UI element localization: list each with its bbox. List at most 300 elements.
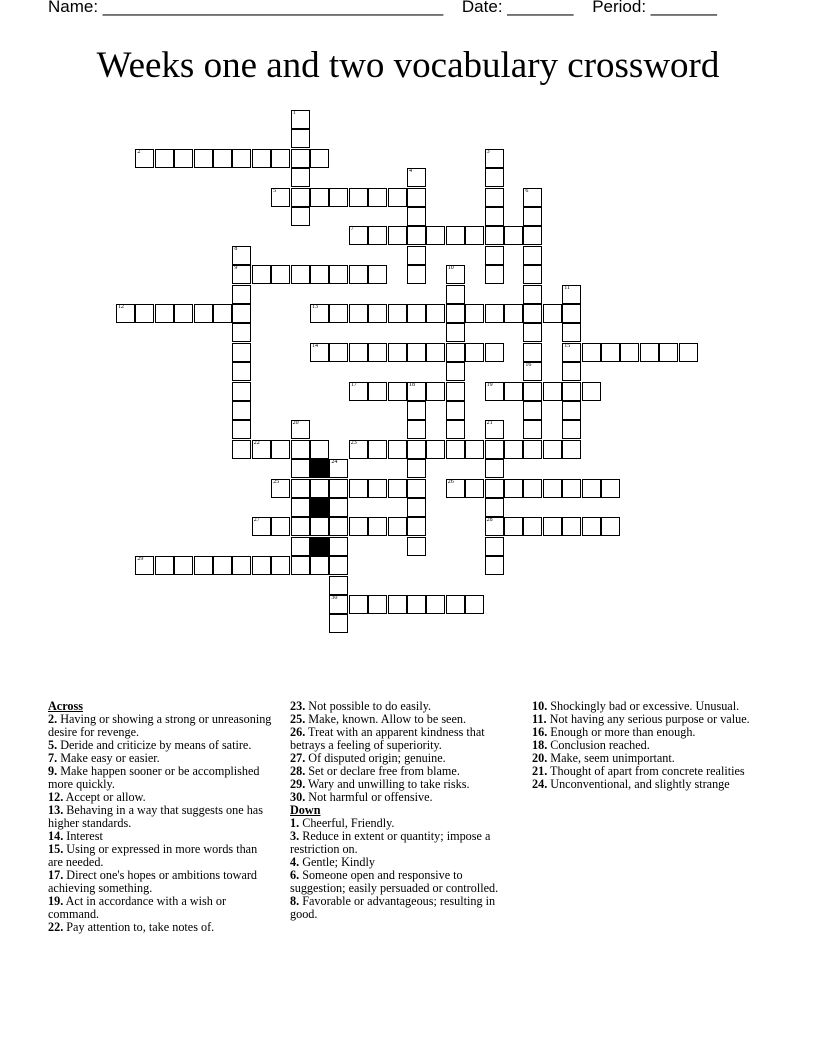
crossword-cell[interactable] [523,246,542,265]
crossword-cell[interactable] [523,440,542,459]
crossword-cell[interactable] [291,265,310,284]
crossword-cell[interactable] [271,556,290,575]
crossword-cell[interactable] [155,149,174,168]
clue-number: 5. [48,738,58,752]
clue-number: 8. [290,894,300,908]
clues-column-3 [532,700,762,791]
crossword-cell[interactable] [213,149,232,168]
crossword-cell[interactable] [291,207,310,226]
across-clue [48,843,273,869]
crossword-cell[interactable] [329,537,348,556]
crossword-cell[interactable] [562,382,581,401]
crossword-cell[interactable] [291,459,310,478]
crossword-cell[interactable] [407,226,426,245]
crossword-cell[interactable] [329,556,348,575]
crossword-cell[interactable] [310,479,329,498]
crossword-cell[interactable] [446,304,465,323]
crossword-cell[interactable] [485,556,504,575]
crossword-cell[interactable] [407,265,426,284]
crossword-cell[interactable] [194,556,213,575]
crossword-cell[interactable] [349,188,368,207]
clue-text: Interest [63,829,103,843]
crossword-cell[interactable] [426,595,445,614]
crossword-cell[interactable] [368,517,387,536]
crossword-cell[interactable] [388,595,407,614]
clue-text: Make, known. Allow to be seen. [305,712,467,726]
crossword-cell[interactable] [368,265,387,284]
crossword-cell[interactable] [174,149,193,168]
clue-text: Gentle; Kindly [299,855,375,869]
crossword-cell[interactable] [523,343,542,362]
crossword-cell[interactable] [543,304,562,323]
crossword-cell[interactable] [291,479,310,498]
crossword-cell[interactable] [252,265,271,284]
crossword-cell[interactable] [426,304,445,323]
crossword-cell[interactable] [252,440,271,459]
crossword-cell[interactable] [329,479,348,498]
clue-number-label: 14 [312,342,318,349]
crossword-cell[interactable] [485,537,504,556]
clues-column-2 [290,700,515,921]
crossword-cell[interactable] [291,110,310,129]
crossword-cell[interactable] [329,595,348,614]
crossword-cell[interactable] [349,440,368,459]
clue-text: Make easy or easier. [57,751,160,765]
period-field[interactable]: Period: _______ [592,0,717,16]
crossword-cell[interactable] [562,479,581,498]
crossword-cell[interactable] [329,614,348,633]
crossword-cell[interactable] [446,401,465,420]
crossword-cell[interactable] [232,343,251,362]
crossword-cell[interactable] [523,304,542,323]
crossword-cell[interactable] [446,362,465,381]
crossword-cell[interactable] [368,343,387,362]
clue-number-label: 27 [253,517,260,524]
crossword-cell[interactable] [446,285,465,304]
crossword-cell[interactable] [485,459,504,478]
crossword-cell[interactable] [426,343,445,362]
crossword-cell[interactable] [465,343,484,362]
crossword-cell[interactable] [523,265,542,284]
crossword-cell[interactable] [232,149,251,168]
crossword-cell[interactable] [523,479,542,498]
clue-text: Direct one's hopes or ambitions toward achieving something. [48,868,258,895]
crossword-cell[interactable] [640,343,659,362]
crossword-cell[interactable] [523,517,542,536]
crossword-cell[interactable] [291,537,310,556]
crossword-cell[interactable] [368,304,387,323]
crossword-cell[interactable] [407,168,426,187]
crossword-cell[interactable] [368,382,387,401]
crossword-cell[interactable] [582,382,601,401]
crossword-cell[interactable] [329,188,348,207]
clue-text: Thought of apart from concrete realities [547,764,745,778]
clue-number: 11. [532,712,547,726]
crossword-cell[interactable] [446,595,465,614]
crossword-cell[interactable] [562,343,581,362]
crossword-cell[interactable] [232,420,251,439]
clue-number: 24. [532,777,548,791]
clue-text: Reduce in extent or quantity; impose a restriction on. [290,829,491,856]
crossword-cell[interactable] [620,343,639,362]
clue-number-label: 9 [234,265,238,272]
crossword-cell[interactable] [310,343,329,362]
crossword-cell[interactable] [504,226,523,245]
down-clue [290,869,515,895]
crossword-cell[interactable] [174,556,193,575]
crossword-cell[interactable] [388,479,407,498]
crossword-cell[interactable] [485,498,504,517]
crossword-cell[interactable] [407,498,426,517]
down-clue [290,895,515,921]
crossword-cell[interactable] [329,304,348,323]
crossword-cell[interactable] [485,207,504,226]
crossword-cell[interactable] [582,517,601,536]
crossword-cell[interactable] [523,323,542,342]
crossword-cell[interactable] [407,382,426,401]
crossword-cell[interactable] [407,207,426,226]
crossword-cell[interactable] [543,440,562,459]
clue-number: 12. [48,790,64,804]
crossword-cell[interactable] [407,401,426,420]
crossword-cell[interactable] [213,556,232,575]
clue-number-label: 30 [331,595,338,601]
clue-text: Make, seem unimportant. [547,751,675,765]
crossword-cell[interactable] [485,517,504,536]
crossword-cell[interactable] [349,265,368,284]
crossword-cell[interactable] [523,420,542,439]
across-clue [48,713,273,739]
crossword-cell[interactable] [426,382,445,401]
crossword-cell[interactable] [388,188,407,207]
clue-number-label: 1 [292,110,296,116]
crossword-cell[interactable] [252,517,271,536]
crossword-cell[interactable] [388,517,407,536]
clue-text: Cheerful, Friendly. [299,816,395,830]
crossword-cell[interactable] [232,323,251,342]
crossword-cell[interactable] [310,517,329,536]
clue-text: Wary and unwilling to take risks. [305,777,470,791]
crossword-cell[interactable] [388,343,407,362]
clue-number-label: 3 [486,148,490,155]
crossword-cell[interactable] [562,362,581,381]
clue-number: 3. [290,829,300,843]
clue-text: Having or showing a strong or unreasoning desire for revenge. [48,712,272,739]
crossword-cell[interactable] [679,343,698,362]
clue-number-label: 5 [273,187,277,194]
crossword-cell[interactable] [368,440,387,459]
across-clue [48,921,273,934]
crossword-cell[interactable] [407,595,426,614]
crossword-cell[interactable] [116,304,135,323]
crossword-cell[interactable] [523,226,542,245]
clue-text: Not having any serious purpose or value. [546,712,750,726]
crossword-cell[interactable] [252,149,271,168]
crossword-cell[interactable] [485,188,504,207]
crossword-cell[interactable] [329,343,348,362]
clue-number-label: 22 [253,439,260,446]
crossword-cell[interactable] [523,401,542,420]
crossword-cell[interactable] [465,479,484,498]
clue-number: 9. [48,764,58,778]
clue-number-label: 29 [137,556,144,563]
clue-number: 16. [532,725,548,739]
clue-number: 30. [290,790,306,804]
clue-number: 13. [48,803,64,817]
crossword-cell[interactable] [310,304,329,323]
crossword-cell[interactable] [174,304,193,323]
clue-number: 25. [290,712,306,726]
crossword-cell[interactable] [485,246,504,265]
down-clue [290,830,515,856]
crossword-cell[interactable] [194,304,213,323]
crossword-cell[interactable] [329,517,348,536]
crossword-cell[interactable] [562,285,581,304]
crossword-cell[interactable] [562,304,581,323]
clue-number: 22. [48,920,64,934]
crossword-block [310,459,329,478]
crossword-cell[interactable] [582,479,601,498]
crossword-cell[interactable] [310,556,329,575]
crossword-cell[interactable] [407,479,426,498]
clue-number-label: 28 [486,517,493,524]
crossword-cell[interactable] [426,440,445,459]
clue-number: 2. [48,712,58,726]
crossword-cell[interactable] [504,440,523,459]
crossword-cell[interactable] [562,517,581,536]
crossword-cell[interactable] [485,440,504,459]
clue-number: 29. [290,777,306,791]
crossword-cell[interactable] [407,440,426,459]
clue-number: 19. [48,894,64,908]
crossword-cell[interactable] [407,459,426,478]
crossword-cell[interactable] [368,188,387,207]
crossword-cell[interactable] [543,382,562,401]
clue-number-label: 20 [292,420,299,427]
crossword-cell[interactable] [329,459,348,478]
crossword-cell[interactable] [349,479,368,498]
clue-number: 17. [48,868,64,882]
crossword-cell[interactable] [232,382,251,401]
crossword-cell[interactable] [465,226,484,245]
crossword-cell[interactable] [232,440,251,459]
crossword-cell[interactable] [310,440,329,459]
clue-number-label: 11 [564,284,570,291]
crossword-cell[interactable] [562,440,581,459]
crossword-cell[interactable] [446,343,465,362]
down-clue [532,778,762,791]
crossword-cell[interactable] [271,479,290,498]
crossword-cell[interactable] [349,226,368,245]
clue-number: 26. [290,725,306,739]
crossword-cell[interactable] [485,168,504,187]
across-clue [290,791,515,804]
crossword-cell[interactable] [291,188,310,207]
across-clue [290,726,515,752]
crossword-cell[interactable] [291,440,310,459]
crossword-cell[interactable] [504,382,523,401]
clue-text: Treat with an apparent kindness that betrays a feeling of superiority. [290,725,485,752]
crossword-cell[interactable] [485,149,504,168]
crossword-cell[interactable] [232,401,251,420]
crossword-cell[interactable] [271,149,290,168]
crossword-cell[interactable] [388,382,407,401]
clue-number-label: 2 [137,148,141,155]
crossword-cell[interactable] [562,401,581,420]
crossword-cell[interactable] [155,556,174,575]
crossword-cell[interactable] [543,479,562,498]
crossword-cell[interactable] [135,149,154,168]
clue-number: 18. [532,738,548,752]
down-heading: Down [290,803,321,817]
crossword-cell[interactable] [368,479,387,498]
crossword-cell[interactable] [582,343,601,362]
crossword-cell[interactable] [349,343,368,362]
crossword-cell[interactable] [407,517,426,536]
crossword-cell[interactable] [155,304,174,323]
page-title: Weeks one and two vocabulary crossword [96,45,720,86]
crossword-cell[interactable] [329,265,348,284]
clue-text: Not possible to do easily. [305,699,432,713]
crossword-cell[interactable] [291,498,310,517]
crossword-cell[interactable] [446,440,465,459]
crossword-cell[interactable] [562,323,581,342]
crossword-cell[interactable] [213,304,232,323]
clue-text: Deride and criticize by means of satire. [57,738,252,752]
clue-number: 28. [290,764,306,778]
crossword-cell[interactable] [523,362,542,381]
crossword-cell[interactable] [349,517,368,536]
crossword-cell[interactable] [523,382,542,401]
crossword-cell[interactable] [407,537,426,556]
crossword-cell[interactable] [310,188,329,207]
crossword-cell[interactable] [465,440,484,459]
crossword-cell[interactable] [407,246,426,265]
clue-number-label: 15 [564,342,571,349]
crossword-cell[interactable] [446,479,465,498]
crossword-cell[interactable] [329,498,348,517]
crossword-cell[interactable] [504,479,523,498]
crossword-cell[interactable] [407,304,426,323]
crossword-cell[interactable] [543,517,562,536]
crossword-cell[interactable] [232,246,251,265]
crossword-cell[interactable] [135,304,154,323]
crossword-block [310,498,329,517]
crossword-cell[interactable] [562,420,581,439]
crossword-cell[interactable] [271,265,290,284]
crossword-cell[interactable] [310,149,329,168]
crossword-cell[interactable] [465,595,484,614]
crossword-cell[interactable] [388,440,407,459]
crossword-cell[interactable] [252,556,271,575]
crossword-cell[interactable] [504,304,523,323]
clue-text: Not harmful or offensive. [305,790,433,804]
crossword-cell[interactable] [485,226,504,245]
crossword-cell[interactable] [291,149,310,168]
clue-number-label: 21 [486,420,493,427]
crossword-cell[interactable] [465,304,484,323]
crossword-cell[interactable] [388,304,407,323]
crossword-cell[interactable] [426,226,445,245]
crossword-cell[interactable] [485,382,504,401]
crossword-cell[interactable] [232,265,251,284]
clue-number-label: 4 [409,168,412,175]
clue-number: 6. [290,868,300,882]
name-field[interactable]: Name: ____________________________________ [48,0,444,16]
crossword-cell[interactable] [523,188,542,207]
crossword-cell[interactable] [232,362,251,381]
crossword-cell[interactable] [388,226,407,245]
clue-number: 1. [290,816,300,830]
crossword-cell[interactable] [135,556,154,575]
clue-number-label: 19 [486,381,493,388]
crossword-cell[interactable] [446,420,465,439]
crossword-cell[interactable] [368,595,387,614]
clue-text: Someone open and responsive to suggestion; easily persuaded or controlled. [290,868,499,895]
crossword-cell[interactable] [291,129,310,148]
crossword-cell[interactable] [291,168,310,187]
crossword-cell[interactable] [659,343,678,362]
crossword-cell[interactable] [291,420,310,439]
clue-number-label: 16 [525,362,532,369]
crossword-block [310,537,329,556]
across-clue [48,895,273,921]
crossword-cell[interactable] [485,479,504,498]
crossword-cell[interactable] [485,265,504,284]
crossword-cell[interactable] [232,304,251,323]
crossword-cell[interactable] [446,265,465,284]
crossword-cell[interactable] [349,595,368,614]
crossword-cell[interactable] [291,517,310,536]
crossword-cell[interactable] [446,323,465,342]
crossword-cell[interactable] [271,517,290,536]
crossword-cell[interactable] [407,420,426,439]
crossword-cell[interactable] [329,576,348,595]
crossword-cell[interactable] [407,343,426,362]
clue-number: 14. [48,829,64,843]
date-field[interactable]: Date: _______ [461,0,574,16]
crossword-cell[interactable] [349,382,368,401]
crossword-cell[interactable] [485,343,504,362]
crossword-cell[interactable] [446,226,465,245]
crossword-cell[interactable] [271,188,290,207]
crossword-cell[interactable] [601,343,620,362]
crossword-cell[interactable] [368,226,387,245]
clue-text: Favorable or advantageous; resulting in good. [290,894,496,921]
crossword-cell[interactable] [485,420,504,439]
crossword-cell[interactable] [504,517,523,536]
crossword-cell[interactable] [291,556,310,575]
crossword-cell[interactable] [232,556,251,575]
crossword-cell[interactable] [349,304,368,323]
crossword-cell[interactable] [446,382,465,401]
crossword-cell[interactable] [523,207,542,226]
crossword-cell[interactable] [194,149,213,168]
clue-text: Set or declare free from blame. [305,764,460,778]
clue-number: 10. [532,699,548,713]
clue-number: 20. [532,751,548,765]
crossword-cell[interactable] [523,285,542,304]
crossword-cell[interactable] [601,517,620,536]
across-clue [48,804,273,830]
crossword-cell[interactable] [485,304,504,323]
crossword-cell[interactable] [232,285,251,304]
crossword-cell[interactable] [310,265,329,284]
crossword-cell[interactable] [601,479,620,498]
crossword-cell[interactable] [271,440,290,459]
clue-text: Make happen sooner or be accomplished more quickly. [48,764,260,791]
crossword-cell[interactable] [407,188,426,207]
